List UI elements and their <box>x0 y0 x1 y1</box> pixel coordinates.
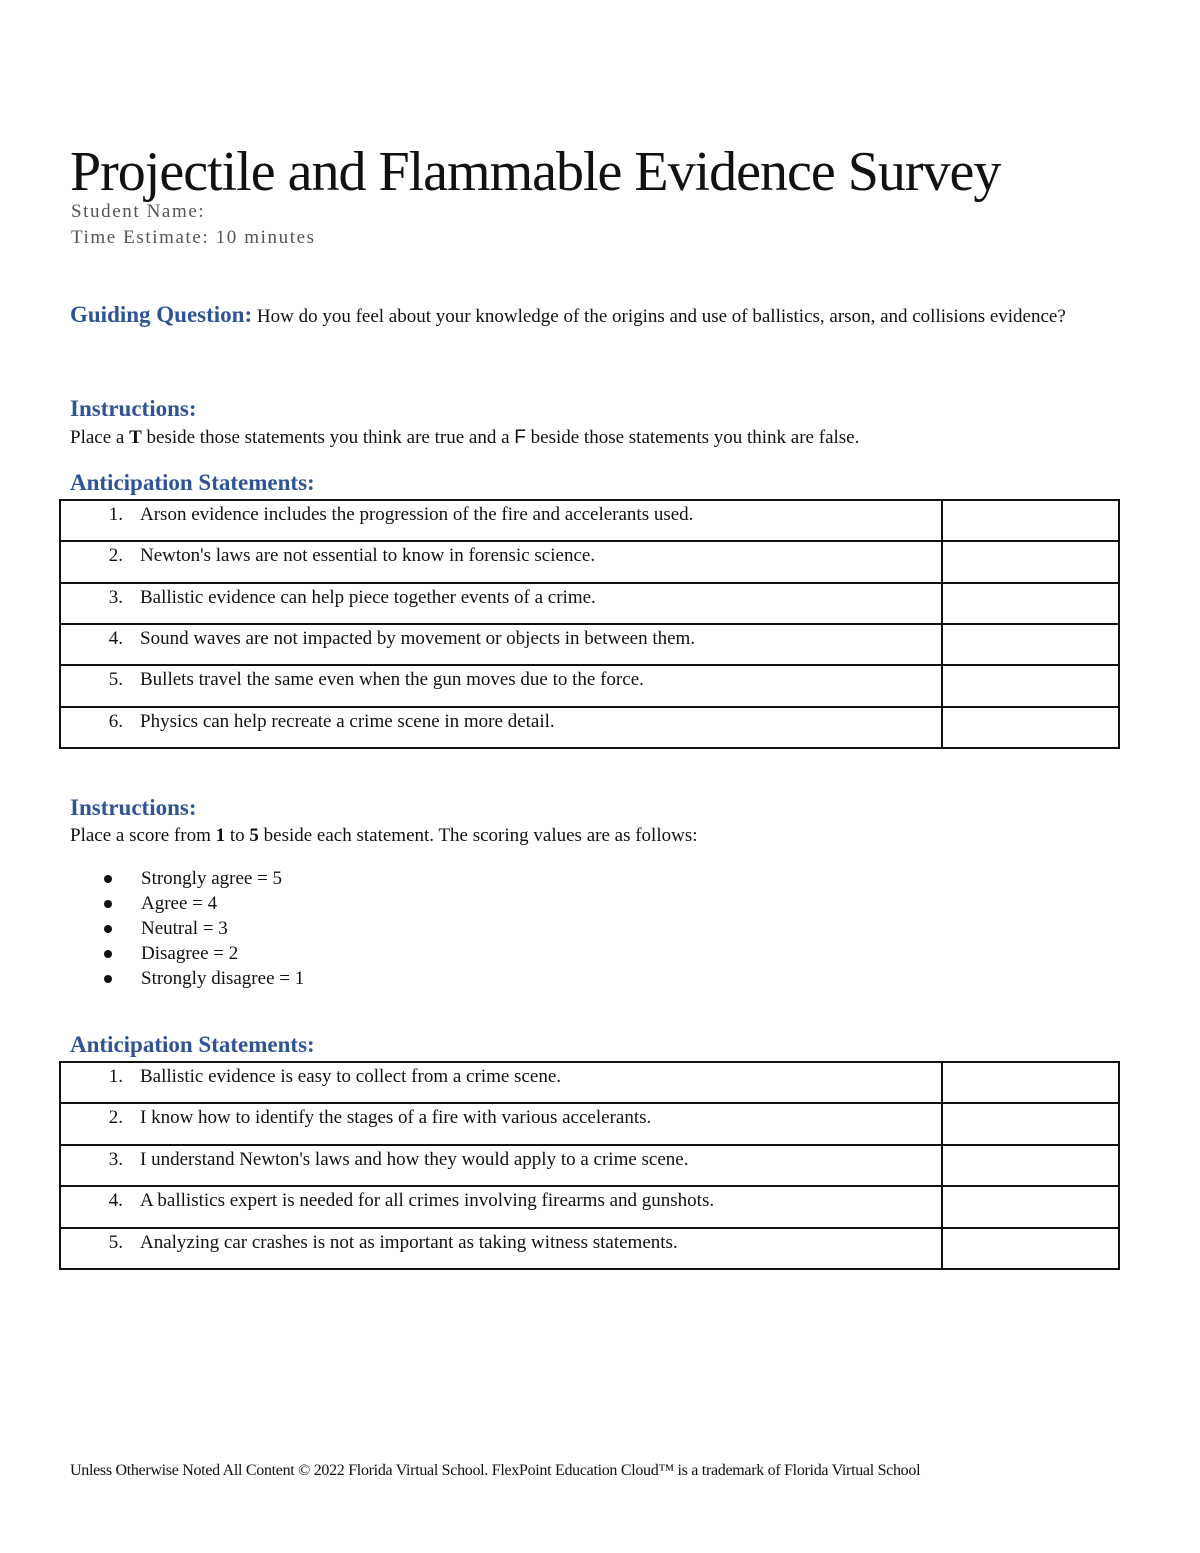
score-answer-cell[interactable] <box>942 1062 1119 1103</box>
statement-cell <box>60 583 942 624</box>
statement-number: 6. <box>108 710 123 732</box>
instructions-text-1 <box>70 427 859 449</box>
score-answer-cell[interactable] <box>942 1145 1119 1186</box>
true-false-answer-cell[interactable] <box>942 500 1119 541</box>
statement-text: A ballistics expert is needed for all crimes involving firearms and gunshots. <box>140 1190 715 1212</box>
scale-item-text: Disagree = 2 <box>141 943 239 964</box>
true-false-answer-cell[interactable] <box>942 707 1119 748</box>
instr-text-part: Place a <box>70 427 130 448</box>
guiding-question-text: How do you feel about your knowledge of the origins and use of ballistics, arson, and collisions evidence? <box>252 306 1066 327</box>
scale-item-text: Neutral = 3 <box>141 918 228 939</box>
statement-cell <box>60 707 942 748</box>
instr-text-part: beside each statement. The scoring values are as follows: <box>258 825 698 846</box>
true-false-answer-cell[interactable] <box>942 541 1119 582</box>
bullet-icon <box>104 900 112 908</box>
scale-item-text: Strongly disagree = 1 <box>141 968 305 989</box>
statement-number: 5. <box>108 1231 123 1253</box>
statement-text: Arson evidence includes the progression of the fire and accelerants used. <box>140 504 694 525</box>
statement-number: 3. <box>108 586 123 608</box>
student-name-label: Student Name: <box>71 201 206 222</box>
statement-number: 2. <box>108 545 123 567</box>
guiding-question <box>70 302 1130 330</box>
statement-number: 1. <box>108 504 123 525</box>
statement-text: I know how to identify the stages of a fire with various accelerants. <box>140 1107 652 1129</box>
scale-item <box>70 941 304 966</box>
scoring-scale-list <box>70 866 304 991</box>
statement-row <box>60 583 1119 624</box>
false-marker: F <box>514 427 526 448</box>
statement-number: 1. <box>108 1066 123 1087</box>
instructions-text-2 <box>70 825 698 847</box>
statements-heading-1: Anticipation Statements: <box>70 470 315 495</box>
scale-item-text: Strongly agree = 5 <box>141 868 283 889</box>
statement-text: Ballistic evidence can help piece together events of a crime. <box>140 586 596 608</box>
scale-item <box>70 966 304 991</box>
statement-row <box>60 1186 1119 1227</box>
statement-text: Ballistic evidence is easy to collect from a crime scene. <box>140 1066 561 1087</box>
footer-copyright: Unless Otherwise Noted All Content © 2022 Florida Virtual School. FlexPoint Education Cloud™ is a trademark of Florida Virtual School <box>70 1462 921 1479</box>
statement-text: I understand Newton's laws and how they would apply to a crime scene. <box>140 1148 689 1170</box>
page-title: Projectile and Flammable Evidence Survey <box>70 141 1001 203</box>
statement-cell <box>60 1103 942 1144</box>
score-low: 1 <box>215 825 226 846</box>
true-false-answer-cell[interactable] <box>942 583 1119 624</box>
statement-number: 3. <box>108 1148 123 1170</box>
scale-item <box>70 866 304 891</box>
score-answer-cell[interactable] <box>942 1186 1119 1227</box>
bullet-icon <box>104 875 112 883</box>
statements-table-score <box>59 1061 1120 1270</box>
instr-text-part: to <box>225 825 250 846</box>
statement-row <box>60 665 1119 706</box>
score-answer-cell[interactable] <box>942 1228 1119 1269</box>
scale-item <box>70 891 304 916</box>
instr-text-part: Place a score from <box>70 825 216 846</box>
statement-cell <box>60 665 942 706</box>
statement-cell <box>60 1228 942 1269</box>
bullet-icon <box>104 950 112 958</box>
statement-text: Physics can help recreate a crime scene in more detail. <box>140 710 555 732</box>
score-high: 5 <box>249 825 259 846</box>
true-marker: T <box>129 427 142 448</box>
statement-number: 5. <box>108 669 123 691</box>
instructions-heading-2: Instructions: <box>70 795 197 820</box>
statement-row <box>60 541 1119 582</box>
statement-text: Bullets travel the same even when the gun moves due to the force. <box>140 669 644 691</box>
statement-number: 4. <box>108 1190 123 1212</box>
statement-cell <box>60 500 942 541</box>
instr-text-part: beside those statements you think are false. <box>525 427 860 448</box>
bullet-icon <box>104 975 112 983</box>
statements-heading-2: Anticipation Statements: <box>70 1032 315 1057</box>
statement-cell <box>60 1186 942 1227</box>
statement-row <box>60 1103 1119 1144</box>
statement-text: Newton's laws are not essential to know in forensic science. <box>140 545 596 567</box>
instructions-heading-1: Instructions: <box>70 396 197 421</box>
statement-row <box>60 500 1119 541</box>
statement-cell <box>60 541 942 582</box>
statement-text: Sound waves are not impacted by movement or objects in between them. <box>140 627 696 649</box>
statement-cell <box>60 1145 942 1186</box>
true-false-answer-cell[interactable] <box>942 665 1119 706</box>
scale-item <box>70 916 304 941</box>
scale-item-text: Agree = 4 <box>141 893 218 914</box>
bullet-icon <box>104 925 112 933</box>
statement-row <box>60 1062 1119 1103</box>
statement-cell <box>60 624 942 665</box>
statement-number: 4. <box>108 627 123 649</box>
instr-text-part: beside those statements you think are true and a <box>141 427 515 448</box>
statement-row <box>60 1145 1119 1186</box>
statement-cell <box>60 1062 942 1103</box>
statement-number: 2. <box>108 1107 123 1129</box>
statement-row <box>60 624 1119 665</box>
statement-text: Analyzing car crashes is not as important as taking witness statements. <box>140 1231 678 1253</box>
statements-table-tf <box>59 499 1120 749</box>
time-estimate: Time Estimate: 10 minutes <box>71 227 316 248</box>
score-answer-cell[interactable] <box>942 1103 1119 1144</box>
statement-row <box>60 707 1119 748</box>
statement-row <box>60 1228 1119 1269</box>
true-false-answer-cell[interactable] <box>942 624 1119 665</box>
guiding-question-label: Guiding Question: <box>70 302 253 327</box>
